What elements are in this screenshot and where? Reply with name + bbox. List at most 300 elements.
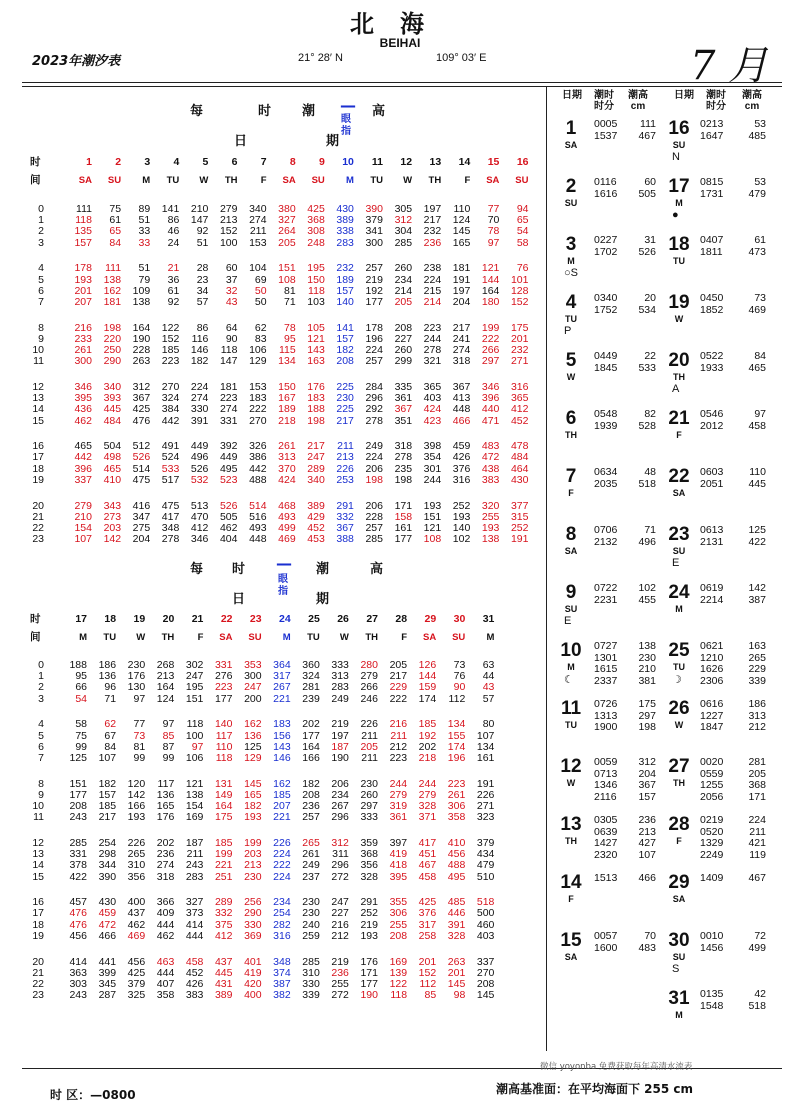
table2-value: 151 bbox=[185, 692, 204, 705]
table1-hour-20: 20 bbox=[32, 499, 44, 512]
table2-value: 456 bbox=[447, 848, 466, 861]
table2-value: 175 bbox=[214, 811, 233, 824]
table1-value: 190 bbox=[132, 332, 151, 345]
table2-weekday-25: TU bbox=[307, 632, 320, 643]
table2-value: 212 bbox=[389, 740, 408, 753]
table2-value: 495 bbox=[447, 870, 466, 883]
table1-value: 157 bbox=[336, 284, 354, 297]
table2-value: 199 bbox=[214, 848, 233, 861]
table2-value: 222 bbox=[389, 692, 408, 705]
table1-value: 118 bbox=[75, 214, 92, 227]
panel-height: 72 bbox=[754, 930, 766, 942]
table1-value: 491 bbox=[161, 440, 180, 453]
table2-value: 221 bbox=[273, 692, 291, 705]
table1-value: 299 bbox=[394, 355, 413, 368]
table1-value: 232 bbox=[510, 344, 529, 356]
table1-value: 51 bbox=[138, 262, 151, 275]
panel-height: 265 bbox=[748, 651, 766, 664]
table2-value: 390 bbox=[98, 870, 117, 883]
table1-value: 484 bbox=[510, 451, 529, 464]
table1-value: 475 bbox=[161, 499, 180, 512]
table2-hour-12: 12 bbox=[32, 836, 44, 849]
table1-value: 238 bbox=[423, 262, 442, 275]
panel-height: 212 bbox=[748, 721, 766, 733]
table1-value: 384 bbox=[161, 403, 180, 416]
table1-value: 182 bbox=[190, 355, 209, 368]
panel-time: 0546 bbox=[700, 408, 724, 420]
table1-hour-label-2: 间 bbox=[30, 174, 41, 186]
panel-time: 1513 bbox=[594, 872, 618, 884]
table1-day-10: 10 bbox=[342, 156, 354, 168]
panel-height: 102 bbox=[638, 582, 656, 594]
eye-text-2: 眼指 bbox=[278, 574, 288, 597]
panel-moon-3: ○S bbox=[564, 267, 578, 279]
table1-weekday-15: SA bbox=[486, 175, 500, 186]
table1-value: 222 bbox=[249, 403, 267, 416]
table1-value: 442 bbox=[74, 451, 92, 464]
table2-value: 257 bbox=[302, 811, 320, 824]
panel-time: 1731 bbox=[700, 187, 724, 200]
hdr2-char-2: 潮 bbox=[316, 562, 330, 577]
table1-value: 379 bbox=[365, 214, 383, 227]
table1-value: 403 bbox=[423, 392, 442, 405]
panel-time: 1939 bbox=[594, 419, 618, 432]
table1-value: 152 bbox=[219, 225, 238, 238]
panel-weekday-28: F bbox=[676, 836, 682, 846]
panel-weekday-15: SA bbox=[564, 952, 578, 962]
panel-time: 2320 bbox=[594, 848, 618, 861]
table2-value: 459 bbox=[98, 907, 117, 920]
table1-value: 321 bbox=[423, 355, 442, 368]
table1-value: 77 bbox=[487, 203, 500, 215]
panel-time: 2306 bbox=[700, 674, 724, 687]
table1-hour-3: 3 bbox=[38, 236, 44, 249]
panel-time: 1615 bbox=[594, 663, 618, 675]
table1-value: 188 bbox=[307, 403, 325, 416]
table2-value: 107 bbox=[476, 729, 495, 742]
table1-value: 197 bbox=[452, 284, 471, 297]
table1-value: 100 bbox=[219, 236, 238, 249]
table1-value: 140 bbox=[452, 521, 471, 534]
table2-value: 356 bbox=[360, 859, 378, 872]
panel-date-11: 11 bbox=[560, 698, 582, 719]
table2-value: 217 bbox=[389, 670, 408, 683]
table2-value: 255 bbox=[331, 977, 349, 990]
table2-value: 208 bbox=[476, 977, 495, 990]
panel-time: 0559 bbox=[700, 767, 724, 780]
table1-value: 196 bbox=[365, 332, 383, 345]
table2-value: 134 bbox=[447, 718, 466, 731]
table2-day-24: 24 bbox=[279, 613, 291, 625]
table2-value: 177 bbox=[360, 977, 378, 990]
table1-value: 247 bbox=[307, 451, 325, 464]
panel-time: 0634 bbox=[594, 466, 618, 478]
table1-value: 442 bbox=[161, 414, 180, 427]
table1-value: 230 bbox=[336, 392, 354, 405]
table2-value: 166 bbox=[127, 800, 146, 812]
table2-weekday-23: SU bbox=[248, 632, 262, 643]
table1-value: 208 bbox=[394, 321, 413, 334]
panel-date-14: 14 bbox=[560, 872, 582, 893]
panel-time: 0613 bbox=[700, 524, 724, 536]
table2-value: 99 bbox=[133, 751, 146, 764]
hdr2-char-0: 每 bbox=[190, 562, 204, 577]
table1-value: 81 bbox=[284, 284, 296, 297]
table2-value: 469 bbox=[127, 929, 146, 942]
table2-value: 500 bbox=[476, 907, 495, 920]
panel-time: 0005 bbox=[594, 118, 618, 130]
table2-value: 317 bbox=[418, 918, 437, 931]
table1-value: 102 bbox=[452, 533, 471, 546]
panel-time: 0815 bbox=[700, 176, 724, 188]
table2-value: 431 bbox=[214, 977, 233, 990]
table1-value: 465 bbox=[103, 462, 122, 475]
table2-value: 353 bbox=[244, 659, 262, 671]
panel-weekday-8: SA bbox=[564, 546, 578, 556]
table2-day-27: 27 bbox=[366, 613, 378, 625]
table1-value: 343 bbox=[103, 499, 122, 512]
table1-value: 257 bbox=[365, 355, 383, 368]
panel-time: 1313 bbox=[594, 709, 618, 722]
table1-value: 253 bbox=[336, 473, 354, 486]
table2-value: 460 bbox=[476, 918, 495, 931]
table1-hour-21: 21 bbox=[32, 510, 44, 523]
table2-value: 291 bbox=[360, 896, 378, 909]
panel-height: 111 bbox=[640, 118, 656, 130]
panel-weekday-18: TU bbox=[673, 256, 685, 266]
table2-value: 236 bbox=[331, 966, 349, 979]
table1-value: 526 bbox=[132, 451, 151, 464]
table2-value: 409 bbox=[156, 907, 175, 920]
table2-value: 136 bbox=[156, 788, 175, 801]
table2-value: 222 bbox=[273, 859, 291, 872]
table1-value: 330 bbox=[190, 403, 209, 416]
table2-value: 356 bbox=[127, 870, 146, 883]
table2-value: 441 bbox=[98, 955, 117, 968]
table2-value: 476 bbox=[69, 918, 87, 931]
table2-value: 328 bbox=[418, 800, 437, 812]
table1-value: 278 bbox=[365, 414, 383, 427]
table1-value: 416 bbox=[132, 499, 151, 512]
table2-value: 162 bbox=[244, 718, 262, 731]
table2-value: 76 bbox=[453, 670, 466, 683]
table1-value: 218 bbox=[278, 414, 296, 427]
table1-value: 147 bbox=[190, 214, 209, 227]
table2-value: 281 bbox=[302, 681, 320, 694]
table2-hour-15: 15 bbox=[32, 870, 44, 883]
table2-value: 216 bbox=[389, 718, 408, 731]
panel-height: 205 bbox=[748, 767, 766, 780]
panel-height: 479 bbox=[748, 187, 766, 200]
table1-value: 75 bbox=[109, 203, 122, 215]
table2-value: 332 bbox=[214, 907, 233, 920]
table1-weekday-12: W bbox=[403, 175, 413, 186]
table1-value: 361 bbox=[394, 392, 413, 405]
table1-value: 210 bbox=[190, 203, 209, 215]
table1-value: 241 bbox=[452, 332, 471, 345]
table2-value: 211 bbox=[390, 729, 408, 742]
table2-value: 201 bbox=[418, 955, 437, 968]
table2-day-25: 25 bbox=[308, 613, 320, 625]
table2-value: 244 bbox=[418, 777, 437, 790]
table2-value: 358 bbox=[447, 811, 466, 824]
table1-value: 92 bbox=[167, 295, 180, 308]
table1-day-7: 7 bbox=[260, 156, 267, 168]
table1-value: 440 bbox=[481, 403, 500, 416]
panel-height: 485 bbox=[748, 129, 766, 142]
hdr1-char-0: 每 bbox=[190, 104, 204, 119]
panel-header-1-1: 潮时 时分 bbox=[706, 90, 726, 112]
table1-value: 142 bbox=[103, 533, 122, 546]
table2-value: 100 bbox=[185, 729, 204, 742]
table1-value: 389 bbox=[307, 499, 325, 512]
table1-value: 235 bbox=[394, 462, 413, 475]
table2-value: 197 bbox=[331, 729, 349, 742]
table2-day-23: 23 bbox=[249, 613, 262, 625]
table2-value: 243 bbox=[69, 989, 87, 1002]
table2-value: 247 bbox=[331, 896, 349, 909]
table1-value: 266 bbox=[481, 344, 500, 356]
table1-value: 128 bbox=[510, 284, 529, 297]
table2-value: 327 bbox=[185, 896, 204, 909]
panel-time: 0010 bbox=[700, 930, 724, 942]
table2-value: 389 bbox=[214, 989, 233, 1002]
panel-weekday-12: W bbox=[566, 778, 576, 788]
table1-value: 143 bbox=[307, 344, 325, 356]
panel-date-13: 13 bbox=[560, 814, 582, 835]
panel-weekday-16: SU bbox=[672, 140, 686, 150]
table1-value: 78 bbox=[487, 225, 500, 238]
table2-value: 121 bbox=[185, 777, 204, 790]
table1-weekday-10: M bbox=[345, 175, 354, 186]
table2-value: 426 bbox=[185, 977, 204, 990]
table1-value: 175 bbox=[510, 321, 529, 334]
table2-value: 200 bbox=[244, 692, 262, 705]
table2-value: 131 bbox=[214, 777, 233, 790]
table2-value: 259 bbox=[302, 929, 320, 942]
panel-weekday-13: TH bbox=[565, 836, 577, 846]
table2-value: 270 bbox=[476, 966, 495, 979]
table2-value: 252 bbox=[360, 907, 378, 920]
watermark-text: 微信 yoyonba 免费获取每年高清水流表 bbox=[540, 1062, 693, 1072]
table1-value: 512 bbox=[132, 440, 151, 453]
panel-time: 0340 bbox=[594, 292, 618, 304]
table1-value: 478 bbox=[510, 440, 529, 453]
table2-value: 183 bbox=[273, 718, 291, 731]
panel-date-28: 28 bbox=[668, 814, 690, 835]
panel-time: 0116 bbox=[594, 176, 617, 188]
table2-value: 223 bbox=[214, 681, 233, 694]
table1-value: 171 bbox=[394, 499, 413, 512]
table2-hour-7: 7 bbox=[38, 751, 44, 764]
table2-value: 458 bbox=[185, 955, 204, 968]
table2-value: 412 bbox=[214, 929, 233, 942]
table2-value: 162 bbox=[273, 777, 291, 790]
table1-value: 50 bbox=[254, 295, 267, 308]
table2-value: 246 bbox=[360, 692, 378, 705]
panel-time: 0213 bbox=[700, 118, 724, 130]
table1-value: 390 bbox=[365, 203, 383, 215]
table1-value: 217 bbox=[307, 440, 325, 453]
panel-weekday-29: SA bbox=[672, 894, 686, 904]
table1-value: 493 bbox=[249, 521, 267, 534]
table1-value: 425 bbox=[132, 403, 151, 416]
table1-value: 109 bbox=[132, 284, 151, 297]
table2-value: 445 bbox=[214, 966, 233, 979]
table2-weekday-20: TH bbox=[161, 632, 175, 643]
table1-day-16: 16 bbox=[516, 156, 529, 168]
table1-value: 181 bbox=[219, 380, 238, 393]
table1-value: 516 bbox=[249, 510, 267, 523]
panel-weekday-31: M bbox=[675, 1010, 683, 1020]
table1-weekday-8: SA bbox=[282, 175, 296, 186]
table2-value: 337 bbox=[476, 955, 495, 968]
table1-value: 376 bbox=[452, 462, 471, 475]
table1-value: 223 bbox=[219, 392, 238, 405]
table1-value: 498 bbox=[103, 451, 122, 464]
table2-day-26: 26 bbox=[337, 613, 349, 625]
table1-value: 141 bbox=[336, 321, 354, 334]
table2-value: 188 bbox=[69, 659, 87, 671]
table2-value: 87 bbox=[162, 740, 175, 753]
table1-weekday-11: TU bbox=[370, 175, 383, 186]
table2-value: 96 bbox=[104, 681, 117, 694]
table2-value: 285 bbox=[302, 955, 320, 968]
table2-value: 331 bbox=[214, 659, 233, 671]
table2-value: 117 bbox=[157, 777, 175, 790]
table2-value: 193 bbox=[360, 929, 378, 942]
panel-weekday-26: W bbox=[674, 720, 684, 730]
table2-value: 397 bbox=[389, 836, 408, 849]
table2-value: 97 bbox=[133, 692, 146, 705]
panel-date-21: 21 bbox=[668, 408, 690, 429]
table1-value: 198 bbox=[307, 414, 325, 427]
panel-time: 1626 bbox=[700, 663, 724, 675]
table1-value: 195 bbox=[307, 262, 325, 275]
table2-value: 106 bbox=[185, 751, 204, 764]
table2-value: 272 bbox=[331, 989, 349, 1002]
table1-value: 57 bbox=[196, 295, 209, 308]
table1-day-9: 9 bbox=[318, 156, 325, 168]
table1-value: 197 bbox=[423, 203, 442, 215]
panel-header-0-2: 潮高 cm bbox=[628, 90, 648, 112]
table1-value: 223 bbox=[161, 355, 180, 368]
table1-value: 205 bbox=[394, 295, 413, 308]
table2-value: 234 bbox=[331, 788, 349, 801]
table1-value: 424 bbox=[423, 403, 442, 416]
table1-value: 318 bbox=[394, 440, 413, 453]
table1-value: 391 bbox=[190, 414, 209, 427]
panel-date-26: 26 bbox=[668, 698, 690, 719]
table1-value: 244 bbox=[423, 332, 442, 345]
panel-weekday-14: F bbox=[568, 894, 574, 904]
table2-hour-3: 3 bbox=[38, 692, 44, 705]
table1-value: 252 bbox=[452, 499, 471, 512]
table1-value: 145 bbox=[452, 225, 471, 238]
table1-value: 526 bbox=[190, 462, 209, 475]
table2-value: 263 bbox=[447, 955, 466, 968]
table1-value: 513 bbox=[190, 499, 209, 512]
table1-value: 488 bbox=[249, 473, 267, 486]
table2-hour-5: 5 bbox=[38, 729, 44, 742]
table2-value: 165 bbox=[244, 788, 262, 801]
table1-value: 176 bbox=[307, 380, 325, 393]
table2-value: 174 bbox=[447, 740, 466, 753]
table2-value: 230 bbox=[244, 870, 262, 883]
table1-day-14: 14 bbox=[458, 156, 471, 168]
panel-height: 229 bbox=[748, 663, 766, 675]
table1-day-1: 1 bbox=[86, 156, 92, 168]
table1-value: 206 bbox=[365, 462, 383, 475]
table2-value: 319 bbox=[389, 800, 408, 812]
panel-weekday-23: SU bbox=[672, 546, 686, 556]
panel-height: 71 bbox=[644, 524, 656, 536]
panel-height: 281 bbox=[748, 756, 766, 768]
table2-value: 223 bbox=[447, 777, 466, 790]
eye-mark-1: — bbox=[340, 96, 356, 115]
table2-value: 418 bbox=[389, 859, 408, 872]
table2-value: 274 bbox=[156, 859, 175, 872]
table2-value: 417 bbox=[418, 836, 437, 849]
panel-height: 465 bbox=[748, 361, 766, 374]
table1-weekday-5: W bbox=[199, 175, 209, 186]
table1-value: 278 bbox=[423, 344, 442, 356]
table1-value: 459 bbox=[452, 440, 471, 453]
table2-value: 289 bbox=[214, 896, 233, 909]
table2-value: 230 bbox=[127, 659, 146, 671]
table2-value: 510 bbox=[476, 870, 495, 883]
table1-hour-4: 4 bbox=[38, 262, 44, 275]
table1-value: 193 bbox=[74, 273, 92, 286]
panel-time: 0227 bbox=[594, 234, 618, 246]
table1-value: 297 bbox=[481, 355, 500, 368]
table1-hour-6: 6 bbox=[38, 284, 44, 297]
table2-value: 237 bbox=[302, 870, 320, 883]
panel-date-27: 27 bbox=[668, 756, 690, 777]
table1-value: 448 bbox=[249, 533, 267, 546]
table2-value: 333 bbox=[331, 659, 349, 671]
table2-value: 196 bbox=[447, 751, 466, 764]
table2-value: 279 bbox=[389, 788, 408, 801]
table2-value: 230 bbox=[360, 777, 378, 790]
panel-height: 119 bbox=[749, 848, 766, 861]
panel-date-5: 5 bbox=[565, 350, 577, 371]
table1-day-8: 8 bbox=[289, 156, 296, 168]
table2-value: 296 bbox=[331, 859, 349, 872]
hdr2-char-3: 高 bbox=[370, 562, 384, 577]
panel-date-16: 16 bbox=[668, 118, 690, 139]
panel-time: 1702 bbox=[594, 245, 618, 258]
panel-height: 73 bbox=[754, 292, 766, 304]
table1-value: 134 bbox=[278, 355, 296, 368]
table1-day-2: 2 bbox=[115, 156, 122, 168]
table1-value: 178 bbox=[74, 262, 92, 275]
panel-height: 107 bbox=[638, 848, 656, 861]
table1-value: 291 bbox=[336, 499, 354, 512]
table1-value: 69 bbox=[254, 273, 267, 286]
table1-value: 331 bbox=[219, 414, 238, 427]
table1-day-5: 5 bbox=[202, 156, 209, 168]
table2-value: 54 bbox=[75, 692, 87, 705]
table1-hour-1: 1 bbox=[38, 214, 44, 227]
eye-mark-2: — bbox=[276, 554, 292, 573]
table2-value: 145 bbox=[476, 989, 495, 1002]
panel-height: 518 bbox=[638, 477, 656, 490]
table1-value: 118 bbox=[220, 344, 238, 356]
table1-value: 326 bbox=[249, 440, 267, 453]
table2-value: 462 bbox=[127, 918, 146, 931]
table1-value: 257 bbox=[365, 521, 383, 534]
